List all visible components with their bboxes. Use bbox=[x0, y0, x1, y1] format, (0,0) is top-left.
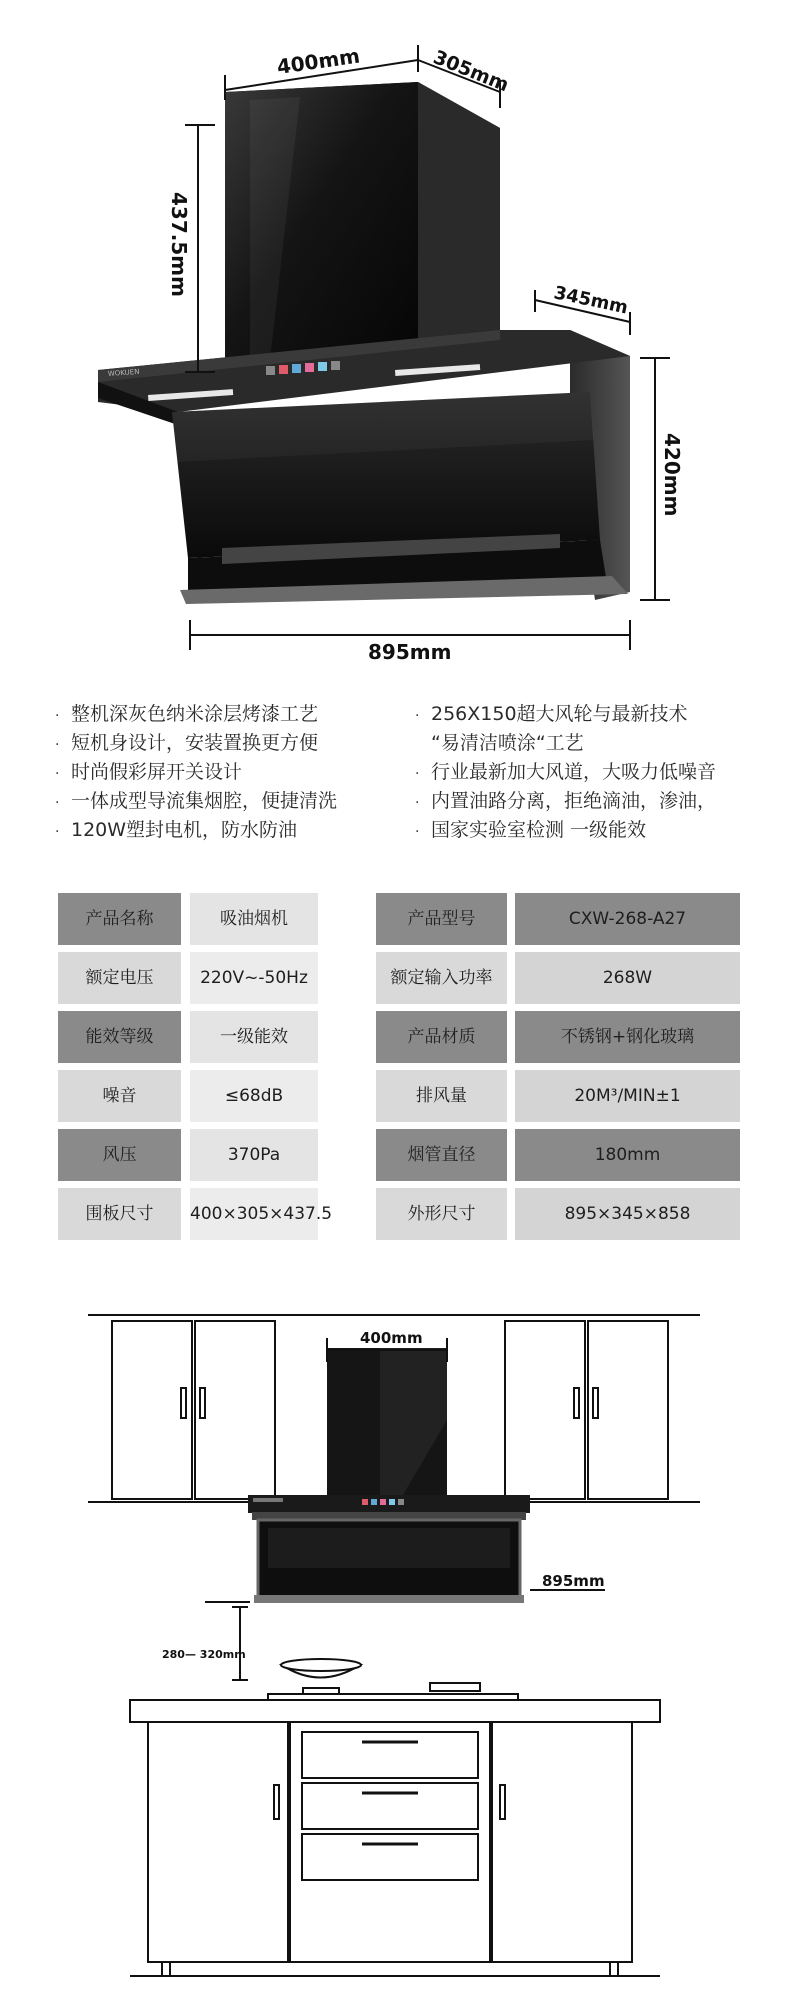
spec-value: 220V~-50Hz bbox=[190, 952, 318, 1004]
spec-label: 风压 bbox=[58, 1129, 181, 1181]
drawer bbox=[302, 1732, 478, 1778]
spec-label: 围板尺寸 bbox=[58, 1188, 181, 1240]
control-button-6 bbox=[331, 361, 340, 370]
feature-item: · 整机深灰色纳米涂层烤漆工艺 bbox=[55, 703, 319, 725]
drawer bbox=[302, 1783, 478, 1829]
spec-label: 额定输入功率 bbox=[376, 952, 507, 1004]
spec-label: 产品名称 bbox=[58, 893, 181, 945]
installation-diagram bbox=[0, 1290, 790, 1999]
feature-item: · 时尚假彩屏开关设计 bbox=[55, 761, 243, 783]
hood-front-view bbox=[248, 1348, 530, 1603]
feature-item: “易清洁喷涂“工艺 bbox=[431, 732, 584, 754]
lower-cabinet-left-door bbox=[148, 1722, 288, 1962]
feature-column-left bbox=[55, 700, 337, 845]
spec-value: ≤68dB bbox=[190, 1070, 318, 1122]
lower-cabinets bbox=[130, 1700, 660, 1976]
spec-value: 20M³/MIN±1 bbox=[515, 1070, 740, 1122]
upper-cabinet-right-door bbox=[588, 1321, 668, 1499]
dim-body-height: 420mm bbox=[660, 433, 684, 517]
table-row bbox=[58, 1129, 740, 1181]
feature-list bbox=[55, 700, 755, 860]
spec-value: 180mm bbox=[515, 1129, 740, 1181]
lower-cabinet-right-door bbox=[492, 1722, 632, 1962]
upper-cabinet-left-door bbox=[195, 1321, 275, 1499]
dim-hood-width: 895mm bbox=[542, 1572, 605, 1590]
spec-value: 一级能效 bbox=[190, 1011, 318, 1063]
chimney bbox=[225, 82, 500, 372]
spec-value: 370Pa bbox=[190, 1129, 318, 1181]
hood-dimension-diagram bbox=[0, 0, 790, 680]
table-row bbox=[58, 893, 740, 945]
feature-item: · 内置油路分离，拒绝滴油，渗油， bbox=[415, 790, 717, 812]
dim-total-width: 895mm bbox=[368, 640, 452, 664]
feature-item: · 一体成型导流集烟腔，便捷清洗 bbox=[55, 790, 338, 812]
spec-label: 噪音 bbox=[58, 1070, 181, 1122]
feature-item: · 行业最新加大风道，大吸力低噪音 bbox=[415, 761, 717, 783]
feature-item: · 256X150超大风轮与最新技术 bbox=[415, 703, 688, 725]
spec-value: 不锈钢+钢化玻璃 bbox=[515, 1011, 740, 1063]
dim-body-depth: 345mm bbox=[551, 282, 630, 319]
control-button-2 bbox=[279, 365, 288, 374]
spec-label: 烟管直径 bbox=[376, 1129, 507, 1181]
spec-label: 额定电压 bbox=[58, 952, 181, 1004]
dim-top-width: 400mm bbox=[275, 43, 362, 79]
spec-value: 895×345×858 bbox=[515, 1188, 740, 1240]
feature-item: · 120W塑封电机，防水防油 bbox=[55, 819, 298, 841]
table-row bbox=[58, 1188, 740, 1240]
control-button-4 bbox=[305, 363, 314, 372]
spec-value: 400×305×437.5 bbox=[190, 1188, 318, 1240]
spec-table bbox=[58, 893, 740, 1247]
svg-text:WOKUEN: WOKUEN bbox=[107, 367, 140, 378]
dim-height: 437.5mm bbox=[167, 192, 191, 297]
gas-stove bbox=[268, 1659, 518, 1700]
control-button-1 bbox=[266, 366, 275, 375]
feature-column-right bbox=[415, 700, 716, 845]
control-button-3 bbox=[292, 364, 301, 373]
drawer bbox=[302, 1834, 478, 1880]
feature-item: · 国家实验室检测 一级能效 bbox=[415, 819, 647, 841]
dim-chimney-width: 400mm bbox=[360, 1329, 423, 1347]
control-button-5 bbox=[318, 362, 327, 371]
spec-label: 产品材质 bbox=[376, 1011, 507, 1063]
feature-item: · 短机身设计，安装置换更方便 bbox=[55, 732, 319, 754]
table-row bbox=[58, 952, 740, 1004]
spec-value: 268W bbox=[515, 952, 740, 1004]
spec-label: 外形尺寸 bbox=[376, 1188, 507, 1240]
dim-top-depth: 305mm bbox=[430, 46, 512, 97]
spec-label: 产品型号 bbox=[376, 893, 507, 945]
hood-body bbox=[98, 330, 630, 604]
spec-value: 吸油烟机 bbox=[190, 893, 318, 945]
dim-install-height: 280— 320mm bbox=[162, 1648, 246, 1661]
table-row bbox=[58, 1070, 740, 1122]
table-row bbox=[58, 1011, 740, 1063]
spec-label: 排风量 bbox=[376, 1070, 507, 1122]
spec-value: CXW-268-A27 bbox=[515, 893, 740, 945]
spec-label: 能效等级 bbox=[58, 1011, 181, 1063]
